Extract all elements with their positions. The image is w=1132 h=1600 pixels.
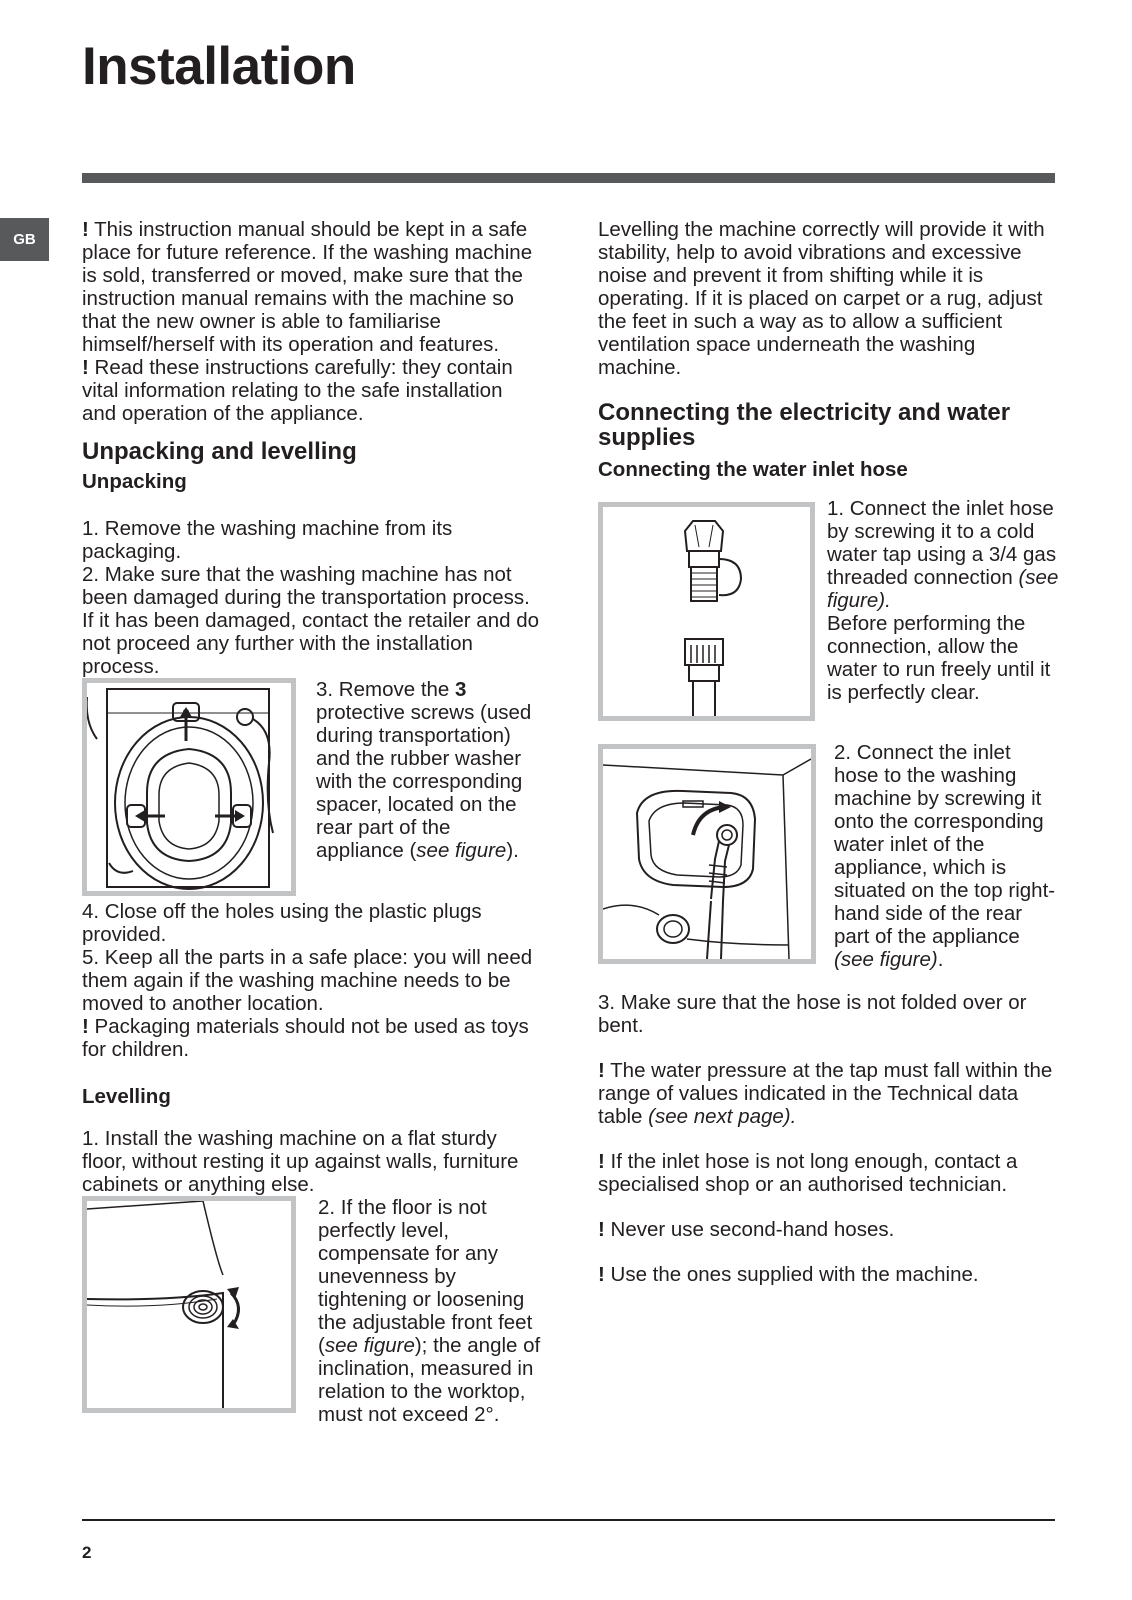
unpack-step-2: 2. Make sure that the washing machine has not been damaged during the transportation process. If it has been damaged, contact the retailer and do not proceed any further with the installation process.	[82, 563, 539, 678]
subheading-levelling: Levelling	[82, 1085, 171, 1108]
warning-mark: !	[598, 1263, 605, 1286]
footer-rule	[82, 1519, 1055, 1521]
inlet-step-2-block	[598, 741, 1060, 971]
warning-mark: !	[82, 1015, 89, 1038]
right-column	[598, 218, 1060, 1286]
unpack-step-4: 4. Close off the holes using the plastic plugs provided.	[82, 900, 482, 946]
machine-water-inlet-illustration	[603, 749, 811, 959]
unpack-step-1: 1. Remove the washing machine from its packaging.	[82, 517, 453, 563]
unpack-step-3-block	[82, 678, 542, 896]
section-heading-connecting: Connecting the electricity and water supplies	[598, 399, 1011, 451]
warning-mark: !	[82, 356, 89, 379]
page-title: Installation	[82, 37, 356, 96]
subheading-unpacking: Unpacking	[82, 470, 187, 493]
pressure-warning: ! The water pressure at the tap must fall within the range of values indicated in the Technical data table (see next page).	[598, 1059, 1053, 1128]
adjustable-foot-figure	[82, 1196, 296, 1413]
unpack-step-5: 5. Keep all the parts in a safe place: you will need them again if the washing machine needs to be moved to another location.	[82, 946, 533, 1015]
intro-paragraph-2: ! Read these instructions carefully: they contain vital information relating to the safe installation and operation of the appliance.	[82, 356, 513, 425]
title-rule	[82, 173, 1055, 183]
level-step-2: 2. If the floor is not perfectly level, compensate for any unevenness by tightening or loosening the adjustable front feet (see figure); the angle of inclination, measured in relation to the worktop, must not exceed 2°.	[318, 1196, 541, 1426]
tap-and-hose-illustration	[603, 507, 810, 716]
level-step-2-block	[82, 1196, 542, 1426]
section-heading-unpacking-levelling: Unpacking and levelling	[82, 438, 357, 465]
hose-length-warning: ! If the inlet hose is not long enough, contact a specialised shop or an authorised technician.	[598, 1150, 1018, 1196]
levelling-paragraph: Levelling the machine correctly will provide it with stability, help to avoid vibrations and excessive noise and prevent it from shifting while it is operating. If it is placed on carpet or a rug, adjust the feet in such a way as to allow a sufficient ventilation space underneath the washing machine.	[598, 218, 1045, 379]
inlet-step-3: 3. Make sure that the hose is not folded over or bent.	[598, 991, 1027, 1037]
warning-mark: !	[598, 1150, 605, 1173]
level-step-1: 1. Install the washing machine on a flat sturdy floor, without resting it up against walls, furniture cabinets or anything else.	[82, 1127, 519, 1196]
left-column	[82, 218, 542, 1426]
second-hand-hose-warning: ! Never use second-hand hoses.	[598, 1218, 895, 1241]
rear-inlet-figure	[598, 744, 816, 964]
intro-paragraph-1: ! This instruction manual should be kept in a safe place for future reference. If the washing machine is sold, transferred or moved, make sure that the instruction manual remains with the machine so that the new owner is able to familiarise himself/herself with its operation and features.	[82, 218, 533, 356]
rear-screws-figure	[82, 678, 296, 896]
inlet-step-2: 2. Connect the inlet hose to the washing machine by screwing it onto the corresponding water inlet of the appliance, which is situated on the top right-hand side of the rear part of the appliance (see figure).	[834, 741, 1056, 971]
packaging-warning: ! Packaging materials should not be used as toys for children.	[82, 1015, 529, 1061]
warning-mark: !	[82, 218, 89, 241]
supplied-hose-note: ! Use the ones supplied with the machine.	[598, 1263, 979, 1286]
inlet-step-1: 1. Connect the inlet hose by screwing it to a cold water tap using a 3/4 gas threaded connection (see figure). Before performing the connection, allow the water to run freely until it is perfectly clear.	[827, 497, 1059, 704]
language-tab: GB	[0, 218, 49, 261]
warning-mark: !	[598, 1059, 605, 1082]
subheading-water-inlet-hose: Connecting the water inlet hose	[598, 458, 908, 481]
page-number: 2	[82, 1543, 92, 1562]
warning-mark: !	[598, 1218, 605, 1241]
tap-connection-figure	[598, 502, 815, 721]
inlet-step-1-block	[598, 497, 1060, 721]
washing-machine-rear-illustration	[87, 683, 291, 891]
adjustable-foot-illustration	[87, 1201, 291, 1408]
unpack-step-3: 3. Remove the 3 protective screws (used during transportation) and the rubber washer with the corresponding spacer, located on the rear part of the appliance (see figure).	[316, 678, 532, 862]
